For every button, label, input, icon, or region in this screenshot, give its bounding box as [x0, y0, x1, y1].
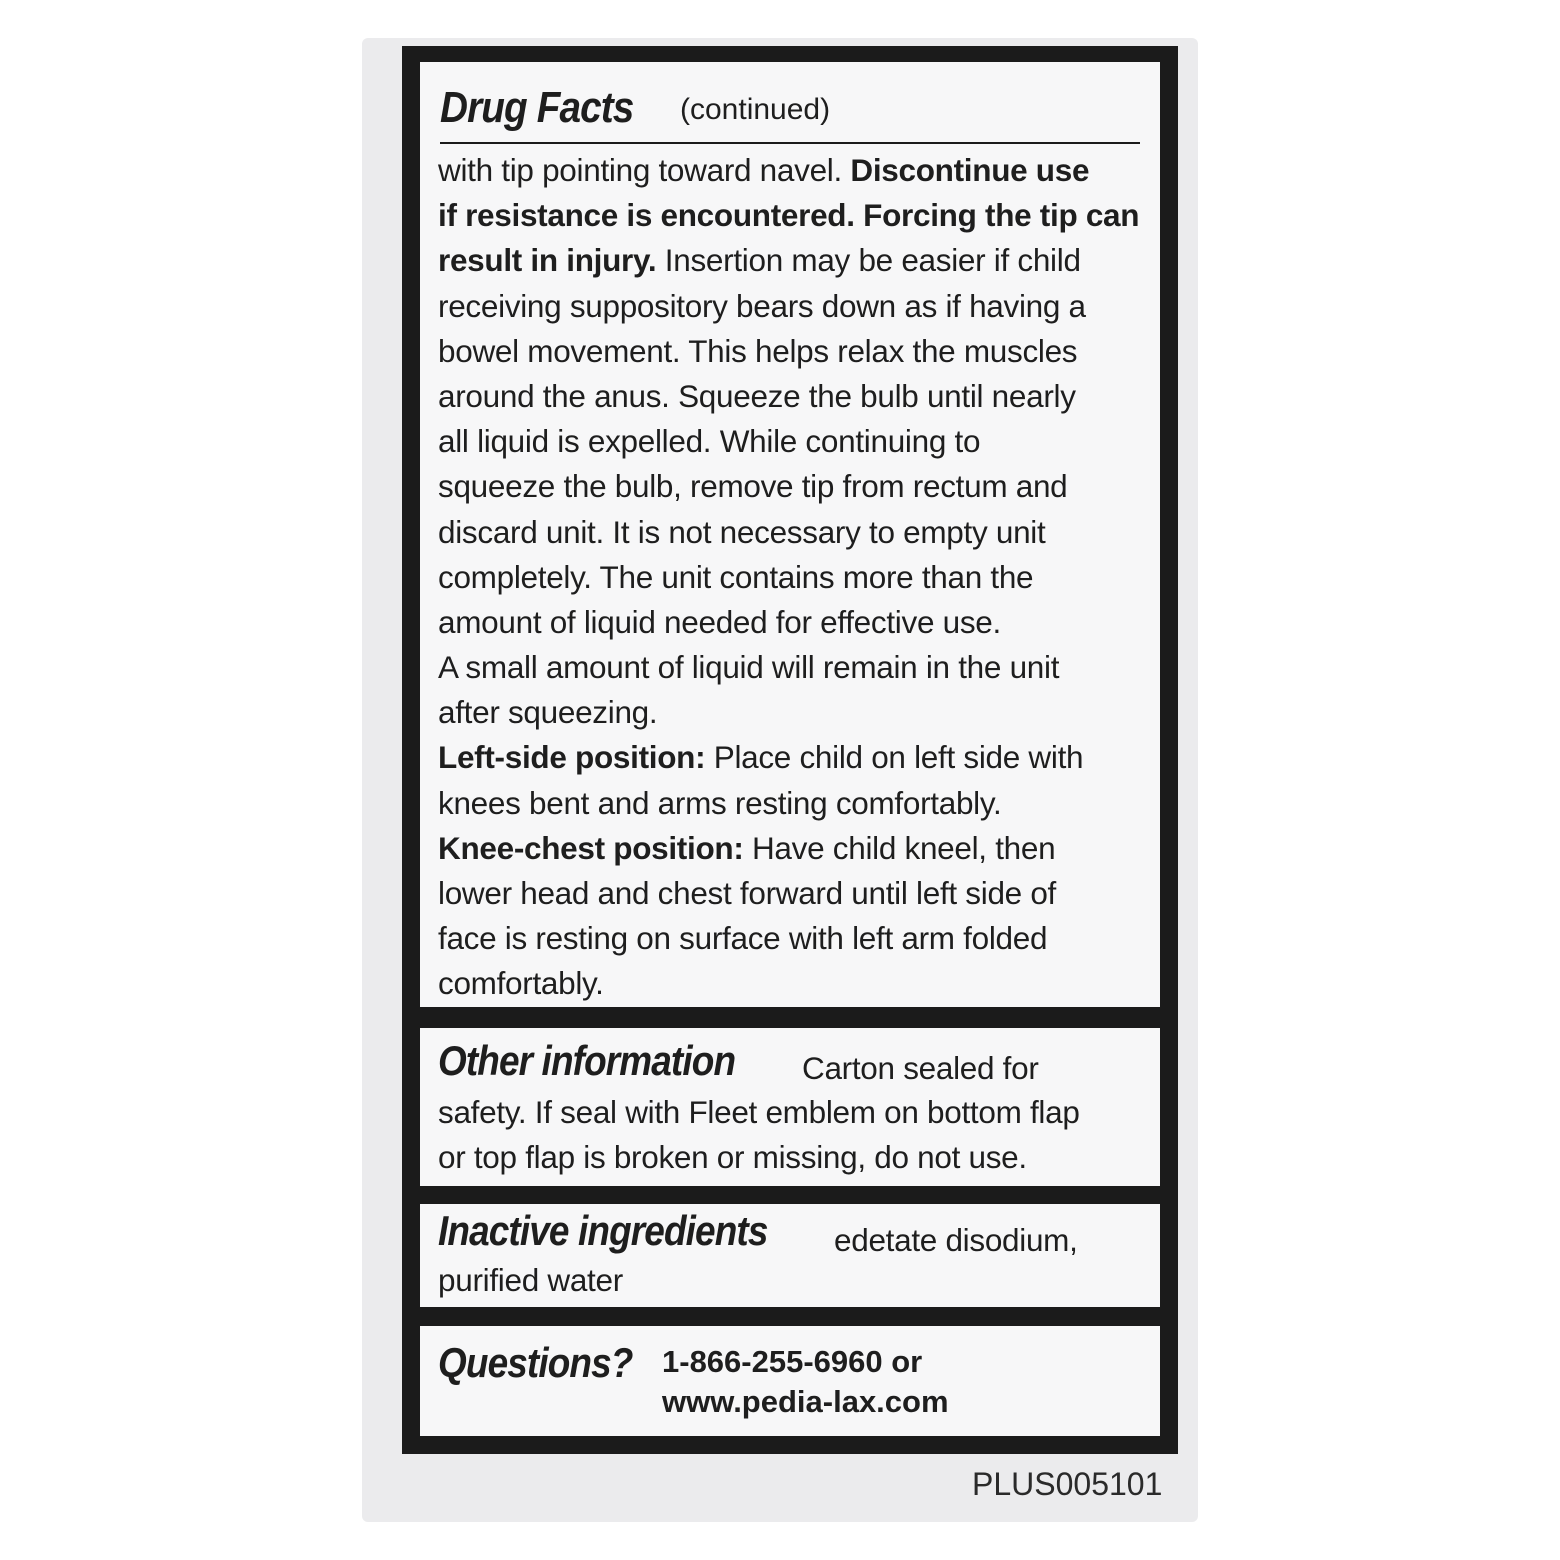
text-run: A small amount of liquid will remain in the unit	[438, 649, 1060, 686]
other-information-text-3: or top flap is broken or missing, do not use.	[438, 1139, 1027, 1176]
text-run: after squeezing.	[438, 694, 658, 731]
questions-website: www.pedia-lax.com	[662, 1384, 949, 1419]
bold-text-run: Discontinue use	[850, 152, 1090, 188]
other-information-heading: Other information	[438, 1037, 736, 1084]
text-run: comfortably.	[438, 965, 604, 1002]
text-run: around the anus. Squeeze the bulb until nearly	[438, 377, 1076, 414]
text-run: squeeze the bulb, remove tip from rectum and	[438, 468, 1068, 505]
directions-line	[438, 329, 1158, 374]
directions-line	[438, 464, 1158, 509]
directions-line	[438, 645, 1158, 690]
text-run: lower head and chest forward until left side of	[438, 875, 1057, 911]
text-run: face is resting on surface with left arm folded	[438, 920, 1048, 957]
text-run: receiving suppository bears down as if having a	[438, 287, 1086, 324]
directions-line	[438, 690, 1158, 735]
directions-line	[438, 148, 1158, 193]
directions-line	[438, 555, 1158, 600]
questions-section	[420, 1326, 1160, 1436]
directions-line	[438, 826, 1158, 871]
directions-line	[438, 284, 1158, 329]
product-code: PLUS005101	[972, 1466, 1163, 1502]
drug-facts-title: Drug Facts	[440, 83, 634, 132]
inactive-ingredients-text-2: purified water	[438, 1262, 623, 1298]
directions-text	[438, 148, 1158, 1007]
bold-text-run: if resistance is encountered. Forcing the tip can	[438, 197, 1140, 234]
questions-phone: 1-866-255-6960 or	[662, 1344, 923, 1379]
other-information-text-1: Carton sealed for	[802, 1050, 1039, 1086]
text-run: amount of liquid needed for effective use.	[438, 603, 1001, 640]
bold-text-run: Left-side position:	[438, 739, 706, 776]
text-run: discard unit. It is not necessary to empty unit	[438, 513, 1046, 550]
directions-line	[438, 735, 1158, 780]
text-run: Insertion may be easier if child	[656, 242, 1081, 279]
continued-label: (continued)	[680, 93, 831, 126]
text-run: Have child kneel, then	[743, 829, 1056, 866]
drug-facts-section	[420, 62, 1160, 1007]
directions-line	[438, 916, 1158, 961]
directions-line	[438, 419, 1158, 464]
directions-line	[438, 961, 1158, 1006]
directions-line	[438, 600, 1158, 645]
directions-line	[438, 510, 1158, 555]
inactive-ingredients-text-1: edetate disodium,	[834, 1222, 1078, 1258]
text-run: bowel movement. This helps relax the muscles	[438, 332, 1078, 369]
inactive-ingredients-heading: Inactive ingredients	[438, 1207, 768, 1254]
text-run: knees bent and arms resting comfortably.	[438, 784, 1002, 821]
directions-line	[438, 374, 1158, 419]
text-run: Place child on left side with	[705, 739, 1084, 776]
directions-line	[438, 238, 1158, 283]
drug-facts-title-row	[440, 80, 1140, 144]
questions-heading: Questions?	[438, 1339, 633, 1386]
bold-text-run: result in injury.	[438, 242, 657, 279]
text-run: with tip pointing toward navel.	[438, 152, 851, 188]
other-information-text-2: safety. If seal with Fleet emblem on bottom flap	[438, 1094, 1080, 1130]
text-run: completely. The unit contains more than the	[438, 558, 1034, 595]
text-run: all liquid is expelled. While continuing to	[438, 423, 981, 460]
inactive-ingredients-section	[420, 1204, 1160, 1307]
other-information-section	[420, 1028, 1160, 1186]
bold-text-run: Knee-chest position:	[438, 829, 744, 866]
directions-line	[438, 871, 1158, 916]
directions-line	[438, 193, 1158, 238]
directions-line	[438, 781, 1158, 826]
